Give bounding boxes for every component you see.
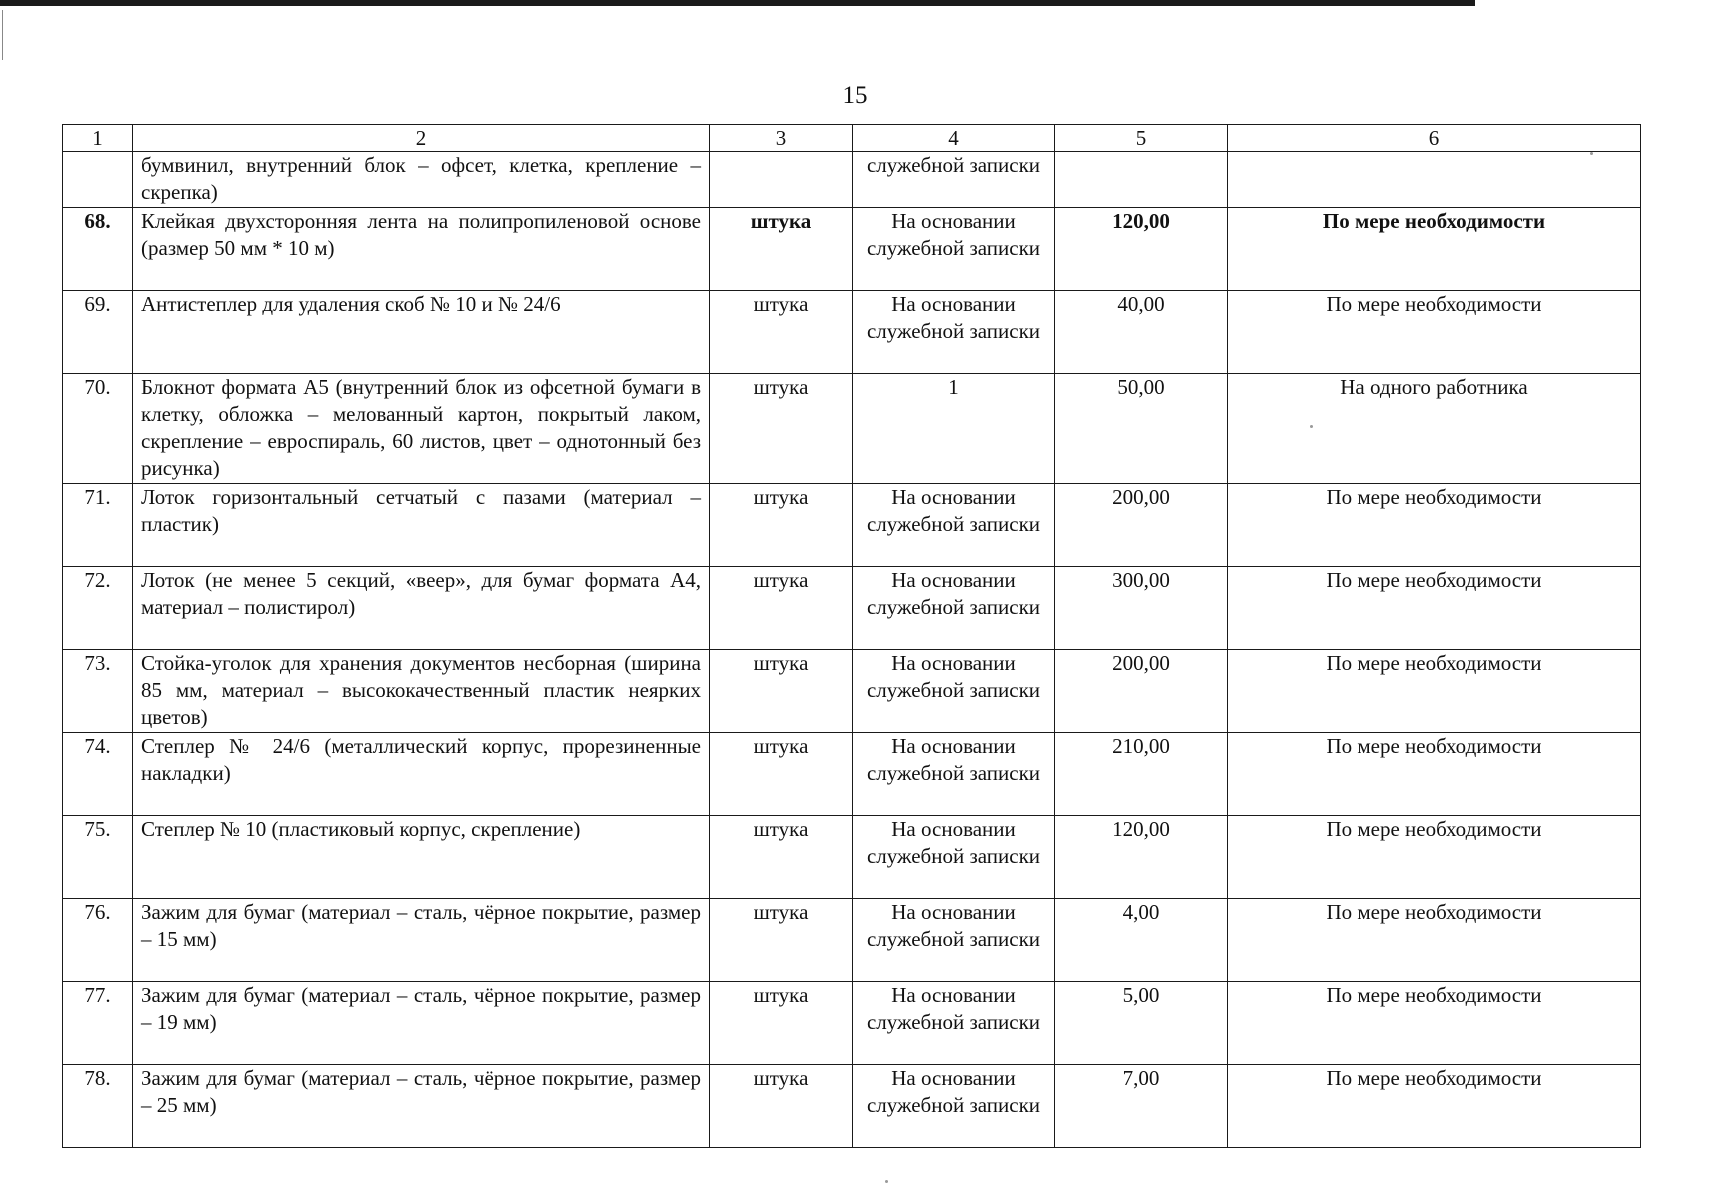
item-description: бумвинил, внутренний блок – офсет, клетка, крепление – скрепка) bbox=[133, 152, 710, 208]
frequency: По мере необходимости bbox=[1228, 1065, 1641, 1148]
table-row-continuation bbox=[63, 152, 1641, 208]
row-number: 69. bbox=[63, 291, 133, 374]
column-header-3: 3 bbox=[710, 125, 853, 152]
table-row bbox=[63, 899, 1641, 982]
frequency: По мере необходимости bbox=[1228, 899, 1641, 982]
frequency: По мере необходимости bbox=[1228, 208, 1641, 291]
table-row bbox=[63, 484, 1641, 567]
unit-of-measure: штука bbox=[710, 899, 853, 982]
row-number: 75. bbox=[63, 816, 133, 899]
table-row bbox=[63, 982, 1641, 1065]
price: 7,00 bbox=[1055, 1065, 1228, 1148]
header-row bbox=[63, 125, 1641, 152]
page-number: 15 bbox=[842, 82, 868, 109]
quantity-basis: На основании служебной записки bbox=[853, 982, 1055, 1065]
frequency: По мере необходимости bbox=[1228, 982, 1641, 1065]
row-number: 74. bbox=[63, 733, 133, 816]
quantity-basis: На основании служебной записки bbox=[853, 208, 1055, 291]
frequency: По мере необходимости bbox=[1228, 650, 1641, 733]
price: 210,00 bbox=[1055, 733, 1228, 816]
item-description: Лоток горизонтальный сетчатый с пазами (материал – пластик) bbox=[133, 484, 710, 567]
unit-of-measure: штука bbox=[710, 1065, 853, 1148]
scan-speck bbox=[1310, 425, 1313, 428]
unit-of-measure: штука bbox=[710, 733, 853, 816]
item-description: Антистеплер для удаления скоб № 10 и № 24/6 bbox=[133, 291, 710, 374]
supplies-table bbox=[62, 124, 1641, 1148]
price: 40,00 bbox=[1055, 291, 1228, 374]
table-row bbox=[63, 567, 1641, 650]
table-row bbox=[63, 816, 1641, 899]
unit-of-measure: штука bbox=[710, 816, 853, 899]
row-number: 76. bbox=[63, 899, 133, 982]
quantity-basis: На основании служебной записки bbox=[853, 733, 1055, 816]
unit-of-measure: штука bbox=[710, 567, 853, 650]
quantity-basis: На основании служебной записки bbox=[853, 650, 1055, 733]
unit-of-measure: штука bbox=[710, 208, 853, 291]
scan-speck bbox=[1590, 152, 1593, 155]
table-row bbox=[63, 1065, 1641, 1148]
scan-speck bbox=[885, 1180, 888, 1183]
frequency: По мере необходимости bbox=[1228, 567, 1641, 650]
quantity-basis: 1 bbox=[853, 374, 1055, 484]
row-number: 72. bbox=[63, 567, 133, 650]
column-header-2: 2 bbox=[133, 125, 710, 152]
price: 300,00 bbox=[1055, 567, 1228, 650]
table-row bbox=[63, 733, 1641, 816]
unit-of-measure bbox=[710, 152, 853, 208]
quantity-basis: На основании служебной записки bbox=[853, 899, 1055, 982]
table-row bbox=[63, 291, 1641, 374]
item-description: Зажим для бумаг (материал – сталь, чёрное покрытие, размер – 15 мм) bbox=[133, 899, 710, 982]
item-description: Блокнот формата А5 (внутренний блок из офсетной бумаги в клетку, обложка – мелованный картон, покрытый лаком, скрепление – евроспираль, 60 листов, цвет – однотонный без рисунка) bbox=[133, 374, 710, 484]
row-number: 70. bbox=[63, 374, 133, 484]
row-number: 78. bbox=[63, 1065, 133, 1148]
unit-of-measure: штука bbox=[710, 650, 853, 733]
frequency: По мере необходимости bbox=[1228, 733, 1641, 816]
quantity-basis: На основании служебной записки bbox=[853, 291, 1055, 374]
frequency: По мере необходимости bbox=[1228, 484, 1641, 567]
quantity-basis: На основании служебной записки bbox=[853, 1065, 1055, 1148]
frequency bbox=[1228, 152, 1641, 208]
column-header-4: 4 bbox=[853, 125, 1055, 152]
column-header-1: 1 bbox=[63, 125, 133, 152]
column-header-5: 5 bbox=[1055, 125, 1228, 152]
quantity-basis: служебной записки bbox=[853, 152, 1055, 208]
quantity-basis: На основании служебной записки bbox=[853, 567, 1055, 650]
quantity-basis: На основании служебной записки bbox=[853, 816, 1055, 899]
unit-of-measure: штука bbox=[710, 982, 853, 1065]
item-description: Степлер № 24/6 (металлический корпус, прорезиненные накладки) bbox=[133, 733, 710, 816]
price: 200,00 bbox=[1055, 484, 1228, 567]
price: 5,00 bbox=[1055, 982, 1228, 1065]
row-number bbox=[63, 152, 133, 208]
column-header-6: 6 bbox=[1228, 125, 1641, 152]
item-description: Стойка-уголок для хранения документов несборная (ширина 85 мм, материал – высококачественный пластик неярких цветов) bbox=[133, 650, 710, 733]
row-number: 71. bbox=[63, 484, 133, 567]
frequency: На одного работника bbox=[1228, 374, 1641, 484]
quantity-basis: На основании служебной записки bbox=[853, 484, 1055, 567]
frequency: По мере необходимости bbox=[1228, 291, 1641, 374]
price: 200,00 bbox=[1055, 650, 1228, 733]
scan-edge-mark bbox=[2, 10, 3, 60]
item-description: Зажим для бумаг (материал – сталь, чёрное покрытие, размер – 25 мм) bbox=[133, 1065, 710, 1148]
row-number: 68. bbox=[63, 208, 133, 291]
price: 120,00 bbox=[1055, 816, 1228, 899]
row-number: 77. bbox=[63, 982, 133, 1065]
price bbox=[1055, 152, 1228, 208]
price: 120,00 bbox=[1055, 208, 1228, 291]
item-description: Степлер № 10 (пластиковый корпус, скрепление) bbox=[133, 816, 710, 899]
item-description: Клейкая двухсторонняя лента на полипропиленовой основе (размер 50 мм * 10 м) bbox=[133, 208, 710, 291]
item-description: Зажим для бумаг (материал – сталь, чёрное покрытие, размер – 19 мм) bbox=[133, 982, 710, 1065]
row-number: 73. bbox=[63, 650, 133, 733]
table-row bbox=[63, 208, 1641, 291]
unit-of-measure: штука bbox=[710, 484, 853, 567]
table-row bbox=[63, 650, 1641, 733]
price: 50,00 bbox=[1055, 374, 1228, 484]
table-row bbox=[63, 374, 1641, 484]
unit-of-measure: штука bbox=[710, 374, 853, 484]
item-description: Лоток (не менее 5 секций, «веер», для бумаг формата А4, материал – полистирол) bbox=[133, 567, 710, 650]
top-border-line bbox=[0, 0, 1475, 6]
frequency: По мере необходимости bbox=[1228, 816, 1641, 899]
unit-of-measure: штука bbox=[710, 291, 853, 374]
price: 4,00 bbox=[1055, 899, 1228, 982]
